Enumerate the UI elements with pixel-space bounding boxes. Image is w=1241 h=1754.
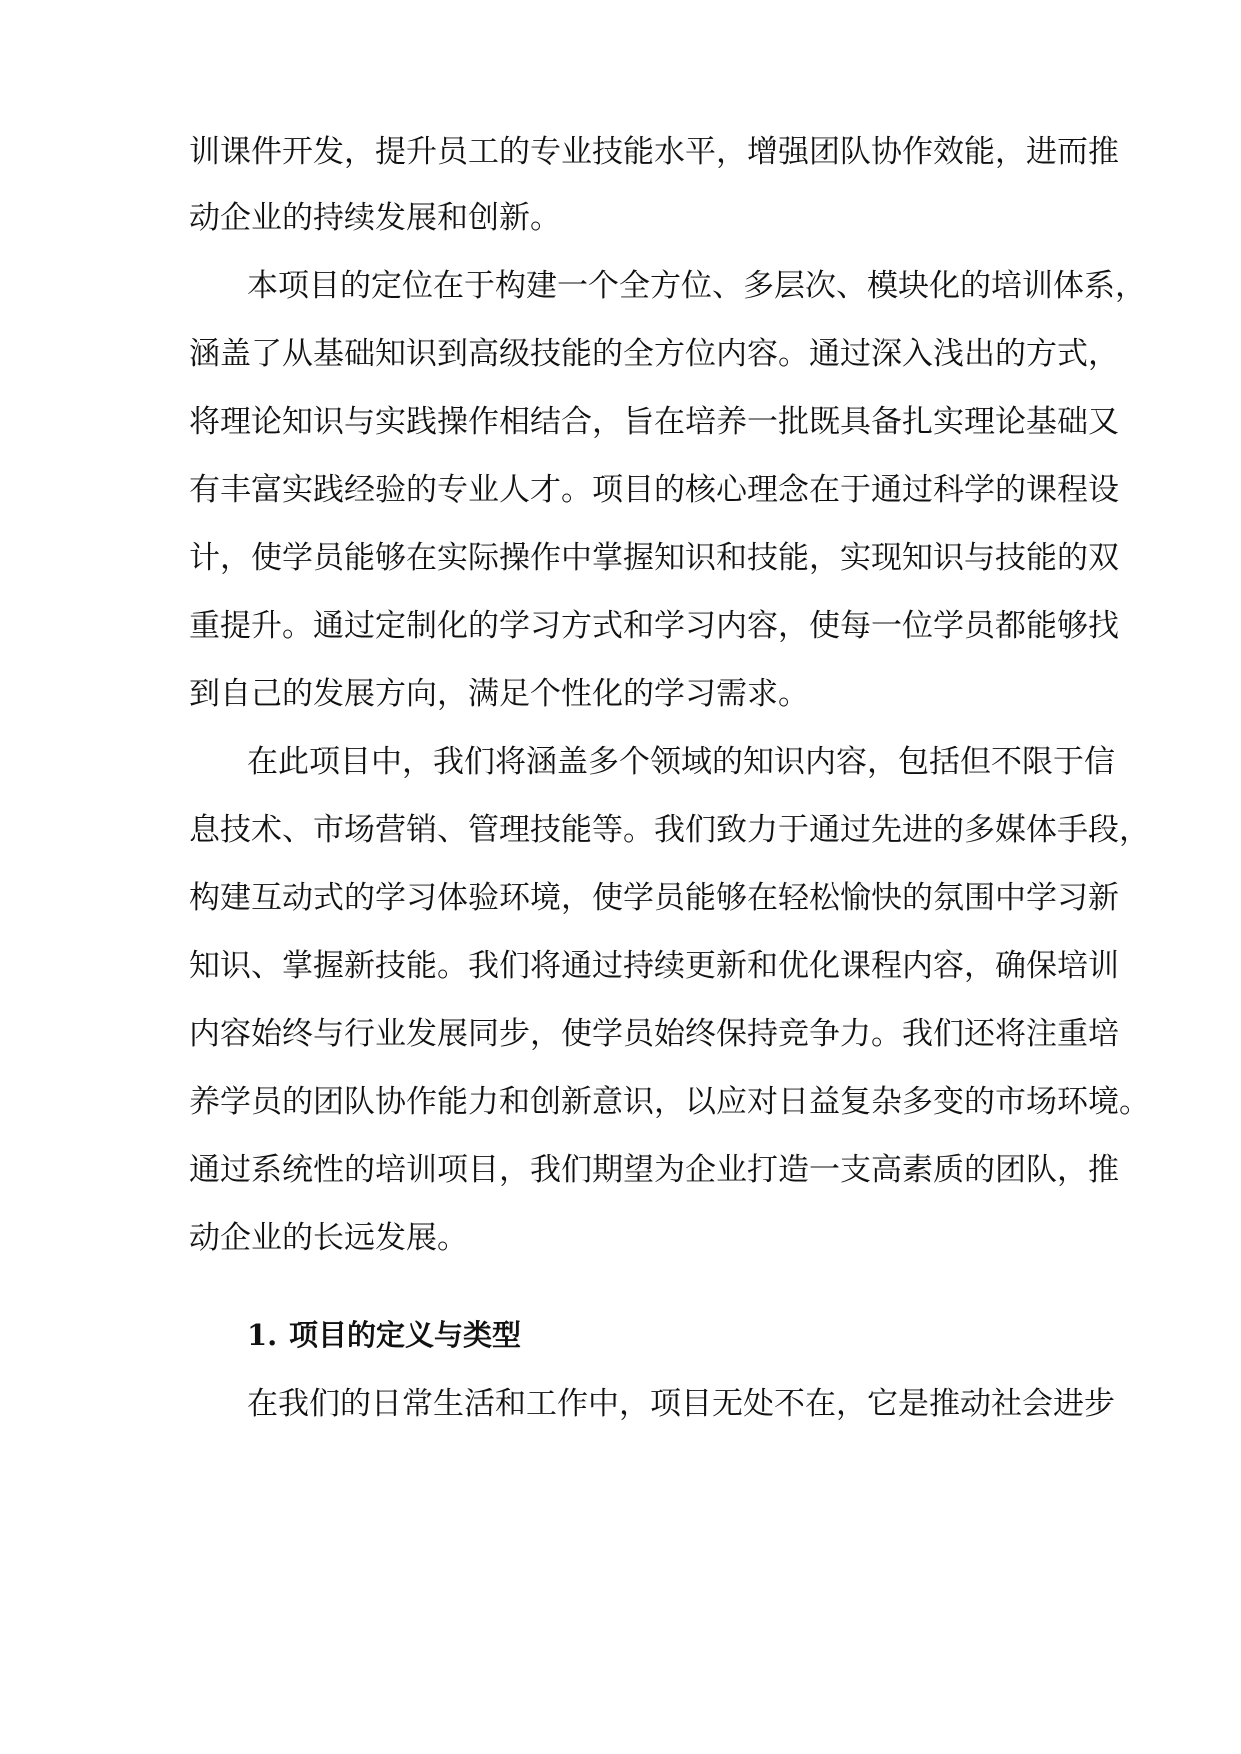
paragraph-3-line-5: 内容始终与行业发展同步，使学员始终保持竞争力。我们还将注重培 [189, 1016, 1119, 1052]
paragraph-1-line-1: 训课件开发，提升员工的专业技能水平，增强团队协作效能，进而推 [189, 134, 1119, 170]
paragraph-2-line-6: 重提升。通过定制化的学习方式和学习内容，使每一位学员都能够找 [189, 608, 1119, 644]
section-title: 项目的定义与类型 [289, 1318, 522, 1352]
paragraph-2-line-1: 本项目的定位在于构建一个全方位、多层次、模块化的培训体系， [247, 268, 1146, 304]
paragraph-3-line-6: 养学员的团队协作能力和创新意识，以应对日益复杂多变的市场环境。 [189, 1084, 1150, 1120]
paragraph-2-line-5: 计，使学员能够在实际操作中掌握知识和技能，实现知识与技能的双 [189, 540, 1119, 576]
paragraph-3-line-1: 在此项目中，我们将涵盖多个领域的知识内容，包括但不限于信 [247, 744, 1115, 780]
paragraph-3-line-4: 知识、掌握新技能。我们将通过持续更新和优化课程内容，确保培训 [189, 948, 1119, 984]
paragraph-3-line-3: 构建互动式的学习体验环境，使学员能够在轻松愉快的氛围中学习新 [189, 880, 1119, 916]
section-heading [247, 1310, 521, 1360]
paragraph-2-line-3: 将理论知识与实践操作相结合，旨在培养一批既具备扎实理论基础又 [189, 404, 1119, 440]
paragraph-3-line-7: 通过系统性的培训项目，我们期望为企业打造一支高素质的团队，推 [189, 1152, 1119, 1188]
section-number: 1. [247, 1318, 278, 1352]
paragraph-3-line-8: 动企业的长远发展。 [189, 1220, 468, 1256]
paragraph-4-line-1: 在我们的日常生活和工作中，项目无处不在，它是推动社会进步 [247, 1386, 1115, 1422]
paragraph-2-line-7: 到自己的发展方向，满足个性化的学习需求。 [189, 676, 809, 712]
paragraph-3-line-2: 息技术、市场营销、管理技能等。我们致力于通过先进的多媒体手段， [189, 812, 1150, 848]
paragraph-2-line-4: 有丰富实践经验的专业人才。项目的核心理念在于通过科学的课程设 [189, 472, 1119, 508]
paragraph-1-line-2: 动企业的持续发展和创新。 [189, 200, 561, 236]
paragraph-2-line-2: 涵盖了从基础知识到高级技能的全方位内容。通过深入浅出的方式， [189, 336, 1119, 372]
